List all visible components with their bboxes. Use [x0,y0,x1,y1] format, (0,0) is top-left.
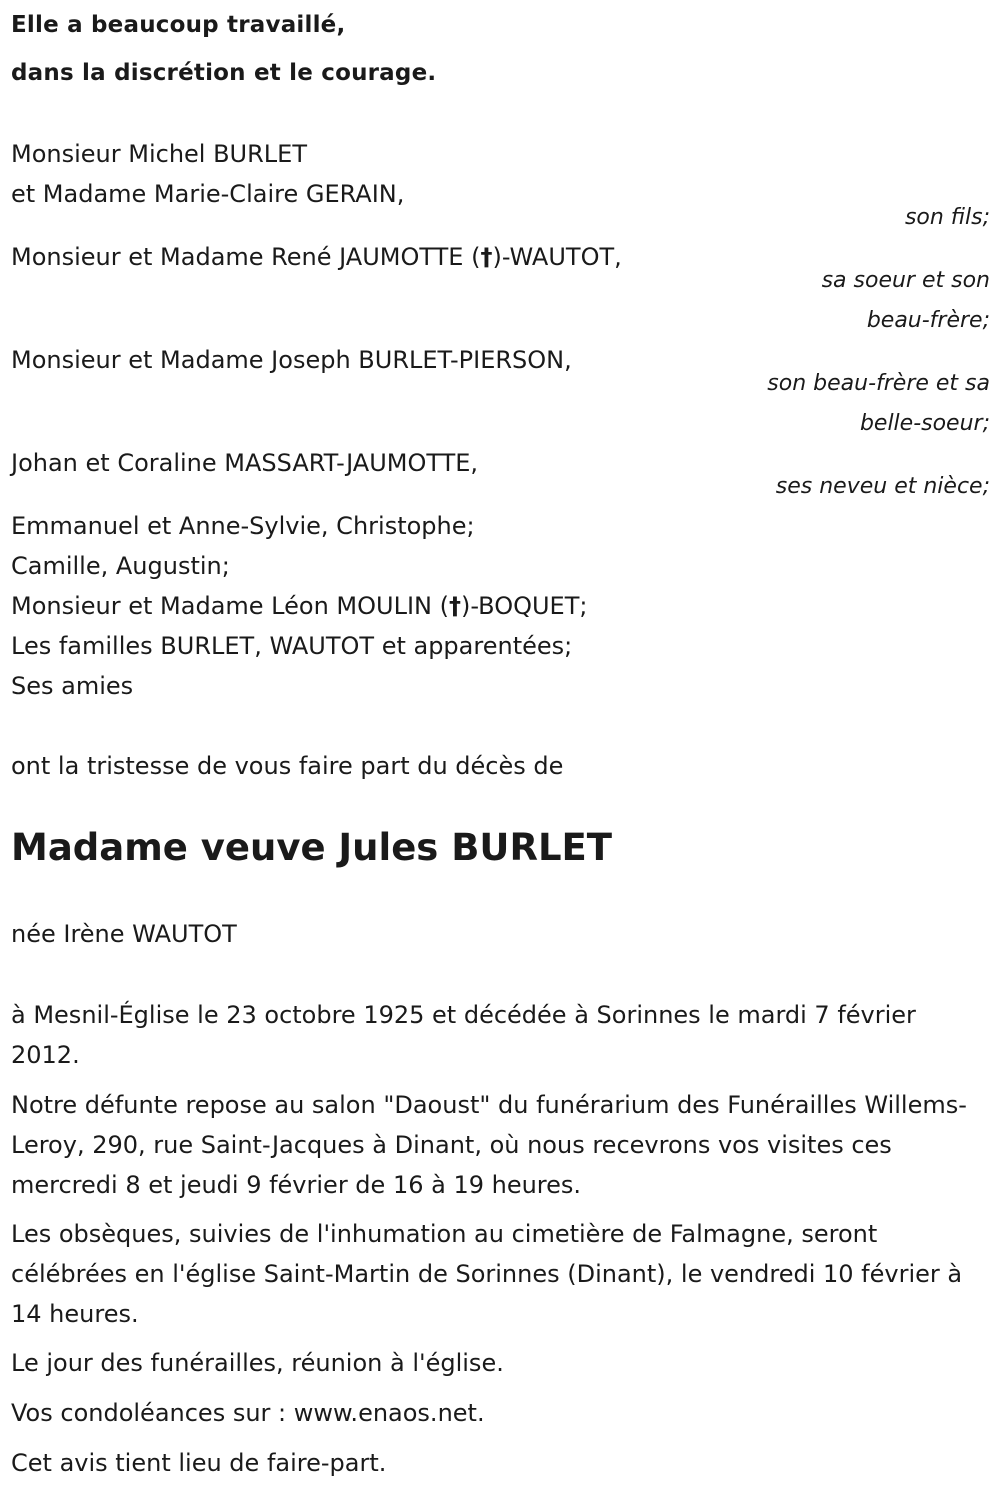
relation-sister-line-1: sa soeur et son [821,268,990,293]
relation-son: son fils; [904,205,990,230]
quote-line-2: dans la discrétion et le courage. [11,60,437,86]
family-emmanuel: Emmanuel et Anne-Sylvie, Christophe; [11,512,475,540]
paragraph-notice: Cet avis tient lieu de faire-part. [11,1449,387,1477]
family-rene-suffix: )-WAUTOT, [492,243,622,271]
relation-sister-line-2: beau-frère; [866,308,990,333]
deceased-name: Madame veuve Jules BURLET [11,826,613,869]
family-camille: Camille, Augustin; [11,552,230,580]
family-leon-prefix: Monsieur et Madame Léon MOULIN ( [11,592,449,620]
relation-brother-in-law-line-2: belle-soeur; [859,411,990,436]
family-amies: Ses amies [11,672,134,700]
family-rene-prefix: Monsieur et Madame René JAUMOTTE ( [11,243,481,271]
born-name: née Irène WAUTOT [11,920,237,948]
quote-line-1: Elle a beaucoup travaillé, [11,12,346,38]
family-leon [11,592,587,620]
paragraph-meeting: Le jour des funérailles, réunion à l'église. [11,1349,504,1377]
paragraph-visitation: Notre défunte repose au salon "Daoust" du funérarium des Funérailles Willems-Leroy, 290, rue Saint-Jacques à Dinant, où nous recevrons vos visites ces mercredi 8 et jeudi 9 février de 16 à 19 heures. [11,1091,967,1199]
family-rene [11,243,622,271]
cross-icon: † [480,243,493,271]
family-michel-line-2: et Madame Marie-Claire GERAIN, [11,180,405,208]
family-michel-line-1: Monsieur Michel BURLET [11,140,307,168]
family-familles: Les familles BURLET, WAUTOT et apparentées; [11,632,573,660]
paragraph-condolences: Vos condoléances sur : www.enaos.net. [11,1399,485,1427]
family-leon-suffix: )-BOQUET; [460,592,588,620]
relation-nephew-niece: ses neveu et nièce; [775,474,990,499]
family-joseph: Monsieur et Madame Joseph BURLET-PIERSON, [11,346,572,374]
paragraph-birth-death: à Mesnil-Église le 23 octobre 1925 et décédée à Sorinnes le mardi 7 février 2012. [11,1001,916,1069]
relation-brother-in-law-line-1: son beau-frère et sa [767,371,990,396]
family-johan: Johan et Coraline MASSART-JAUMOTTE, [11,449,479,477]
announcement: ont la tristesse de vous faire part du décès de [11,752,564,780]
paragraph-funeral: Les obsèques, suivies de l'inhumation au cimetière de Falmagne, seront célébrées en l'église Saint-Martin de Sorinnes (Dinant), le vendredi 10 février à 14 heures. [11,1220,963,1328]
cross-icon: † [448,592,461,620]
